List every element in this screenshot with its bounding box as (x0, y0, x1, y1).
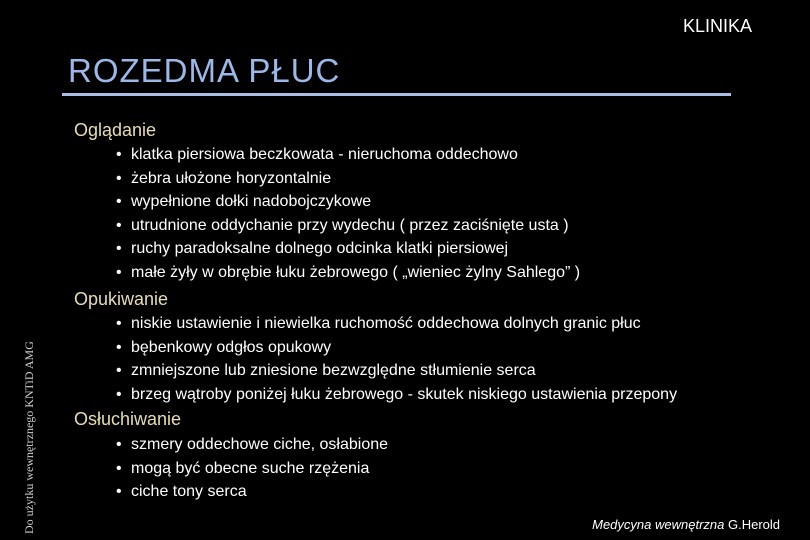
list-ogladanie (116, 143, 580, 285)
side-note: Do użytku wewnętrznego KNTiD AMG (22, 341, 36, 534)
list-opukiwanie (116, 312, 677, 406)
list-item: • szmery oddechowe ciche, osłabione (116, 433, 388, 457)
list-item: • brzeg wątroby poniżej łuku żebrowego - skutek niskiego ustawienia przepony (116, 383, 677, 407)
list-item: • małe żyły w obrębie łuku żebrowego ( „wieniec żylny Sahlego” ) (116, 261, 580, 285)
list-item: • ciche tony serca (116, 480, 388, 504)
list-item: • utrudnione oddychanie przy wydechu ( przez zaciśnięte usta ) (116, 214, 580, 238)
slide-title: ROZEDMA PŁUC (68, 52, 341, 89)
list-item: • bębenkowy odgłos opukowy (116, 336, 677, 360)
list-item: • zmniejszone lub zniesione bezwzględne stłumienie serca (116, 359, 677, 383)
footer-author: G.Herold (724, 517, 780, 532)
section-heading-osluchiwanie: Osłuchiwanie (74, 409, 182, 429)
list-osluchiwanie (116, 433, 388, 504)
footer-source (592, 517, 780, 532)
header-tag: KLINIKA (682, 16, 752, 36)
list-item: • wypełnione dołki nadobojczykowe (116, 190, 580, 214)
section-heading-ogladanie: Oglądanie (74, 120, 157, 140)
list-item: • klatka piersiowa beczkowata - nieruchoma oddechowo (116, 143, 580, 167)
section-heading-opukiwanie: Opukiwanie (74, 289, 169, 309)
list-item: • ruchy paradoksalne dolnego odcinka klatki piersiowej (116, 237, 580, 261)
title-underline (62, 93, 731, 96)
list-item: • żebra ułożone horyzontalnie (116, 167, 580, 191)
list-item: • mogą być obecne suche rzężenia (116, 457, 388, 481)
list-item: • niskie ustawienie i niewielka ruchomość oddechowa dolnych granic płuc (116, 312, 677, 336)
footer-italic: Medycyna wewnętrzna (592, 517, 725, 532)
